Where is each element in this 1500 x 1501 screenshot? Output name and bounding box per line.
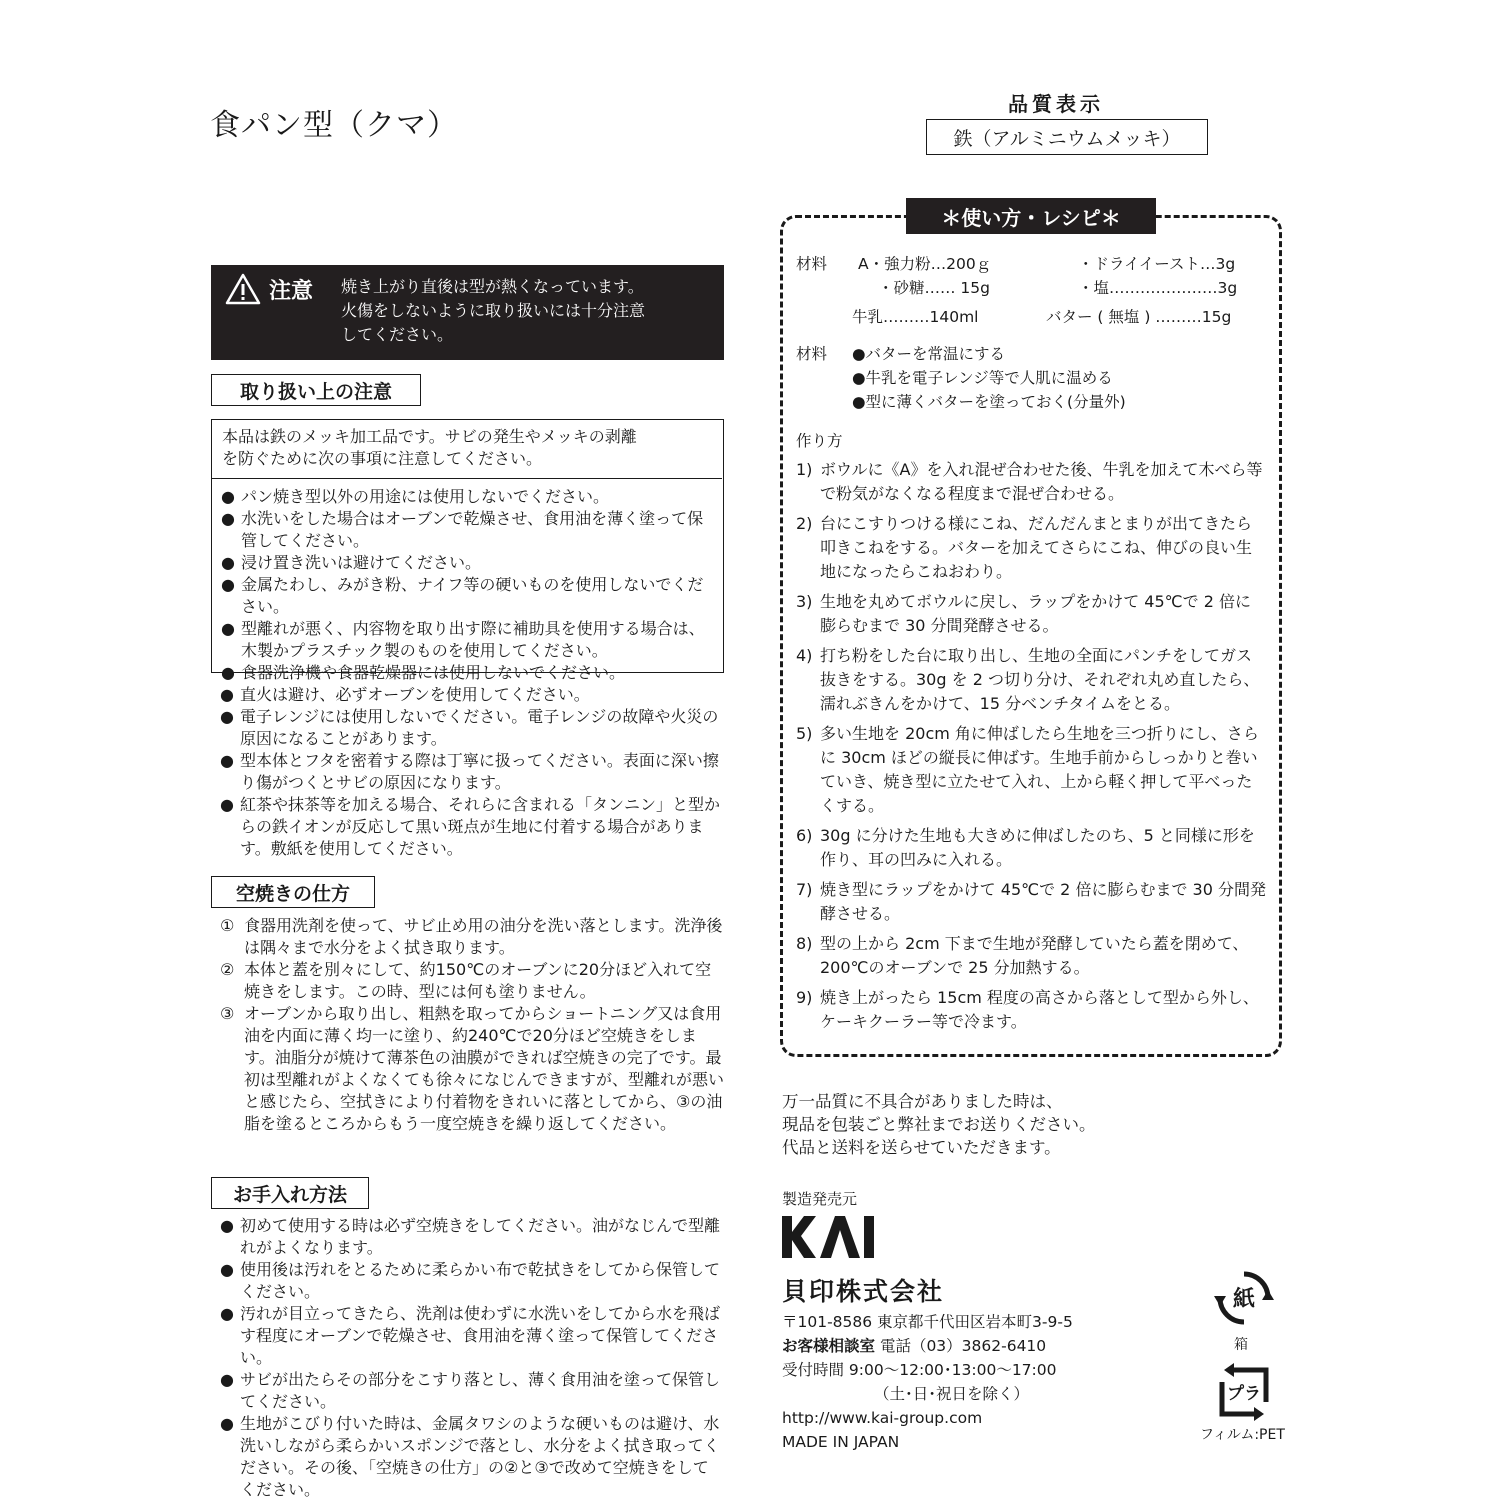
list-item: ● 型本体とフタを密着する際は丁寧に扱ってください。表面に深い擦り傷がつくとサビの原因になります。	[220, 751, 719, 792]
method-label: 作り方	[796, 432, 843, 450]
list-item: 2) 台にこすりつける様にこね、だんだんまとまりが出てきたら叩きこねをする。バターを加えてさらにこね、伸びの良い生地になったらこねおわり。	[796, 514, 1253, 581]
list-item: 3) 生地を丸めてボウルに戻し、ラップをかけて 45℃で 2 倍に膨らむまで 30 分間発酵させる。	[796, 592, 1251, 635]
list-item: ● 型離れが悪く、内容物を取り出す際に補助具を使用する場合は、木製かプラスチック製のものを使用してください。	[221, 619, 705, 660]
caution-text: 焼き上がり直後は型が熱くなっています。 火傷をしないように取り扱いには十分注意 してください。	[341, 277, 646, 344]
list-item: 8) 型の上から 2cm 下まで生地が発酵していたら蓋を閉めて、200℃のオーブンで 25 分加熱する。	[796, 934, 1249, 977]
list-item: 6) 30g に分けた生地も大きめに伸ばしたのち、5 と同様に形を作り、耳の凹みに入れる。	[796, 826, 1255, 869]
seasoning-steps	[220, 915, 724, 1135]
quality-material: 鉄（アルミニウムメッキ）	[926, 119, 1208, 155]
warranty-text: 万一品質に不具合がありました時は、 現品を包装ごと弊社までお送りください。 代品と送料を送らせていただきます。	[782, 1092, 1096, 1157]
list-item: ● 浸け置き洗いは避けてください。	[221, 553, 482, 572]
kai-logo	[782, 1216, 878, 1258]
list-item: ● 直火は避け、必ずオーブンを使用してください。	[220, 685, 590, 704]
recipe-steps	[796, 458, 1266, 1040]
list-item: ● 電子レンジには使用しないでください。電子レンジの故障や火災の原因になることがあります。	[220, 707, 719, 748]
warning-icon	[225, 273, 261, 305]
ingredient-flour: A・強力粉…200ｇ	[858, 255, 992, 273]
list-item: ●バターを常温にする	[852, 345, 1006, 363]
handling-heading: 取り扱い上の注意	[211, 374, 421, 406]
ingredient-butter: バター ( 無塩 ) ………15g	[1046, 308, 1232, 326]
prep-label: 材料	[796, 345, 828, 363]
made-in: MADE IN JAPAN	[782, 1433, 900, 1451]
recipe-title: ＊使い方・レシピ＊	[906, 198, 1156, 234]
care-heading: お手入れ方法	[211, 1177, 369, 1209]
list-item: ● サビが出たらその部分をこすり落とし、薄く食用油を塗って保管してください。	[220, 1370, 721, 1411]
ingredient-sugar: ・砂糖…… 15g	[878, 279, 990, 297]
maker-label: 製造発売元	[782, 1190, 858, 1208]
list-item: 9) 焼き上がったら 15cm 程度の高さから落として型から外し、ケーキクーラー等で冷ます。	[796, 988, 1259, 1031]
list-item: ● 生地がこびり付いた時は、金属タワシのような硬いものは避け、水洗いしながら柔らかいスポンジで落とし、水分をよく拭き取ってください。その後、「空焼きの仕方」の②と③で改めて空焼きをしてください。	[220, 1414, 720, 1499]
list-item: ● 食器洗浄機や食器乾燥器には使用しないでください。	[221, 663, 626, 682]
list-item: ● 使用後は汚れをとるために柔らかい布で乾拭きをしてから保管してください。	[220, 1260, 721, 1301]
list-item: ●型に薄くバターを塗っておく(分量外)	[852, 393, 1126, 411]
list-item: ● 初めて使用する時は必ず空焼きをしてください。油がなじんで型離れがよくなります。	[220, 1216, 721, 1257]
handling-list	[220, 684, 724, 860]
care-list	[220, 1215, 724, 1501]
seasoning-heading: 空焼きの仕方	[211, 876, 375, 908]
company-name: 貝印株式会社	[782, 1277, 945, 1306]
prep-list	[852, 342, 1126, 414]
list-item: ●牛乳を電子レンジ等で人肌に温める	[852, 369, 1113, 387]
list-item: ① 食器用洗剤を使って、サビ止め用の油分を洗い落とします。洗浄後は隅々まで水分をよく拭き取ります。	[220, 916, 723, 957]
caution-label: 注意	[269, 279, 314, 304]
paper-recycle-icon	[1214, 1268, 1274, 1328]
ingredient-milk: 牛乳………140ml	[852, 308, 979, 326]
caution-box	[211, 265, 724, 360]
svg-text:紙: 紙	[1232, 1287, 1256, 1312]
product-title: 食パン型（クマ）	[210, 108, 458, 143]
plastic-label: フィルム:PET	[1200, 1427, 1285, 1443]
list-item: ● 水洗いをした場合はオーブンで乾燥させ、食用油を薄く塗って保管してください。	[221, 509, 704, 550]
company-address: 〒101-8586 東京都千代田区岩本町3-9-5 お客様相談室 電話（03）3862-6410 受付時間 9:00～12:00･13:00～17:00 （土･日･祝日を除く） http://www.kai-group.com MADE IN JAPAN	[782, 1310, 1073, 1454]
ingredient-yeast: ・ドライイースト…3g	[1078, 255, 1236, 273]
list-item: 5) 多い生地を 20cm 角に伸ばしたら生地を三つ折りにし、さらに 30cm ほどの縦長に伸ばす。生地手前からしっかりと巻いていき、焼き型に立たせて入れ、上から軽く押して平べったくする。	[796, 724, 1259, 815]
ingredient-salt: ・塩…………………3g	[1078, 279, 1238, 297]
company-url: http://www.kai-group.com	[782, 1409, 983, 1427]
handling-intro: 本品は鉄のメッキ加工品です。サビの発生やメッキの剥離 を防ぐために次の事項に注意してください。	[222, 427, 637, 468]
list-item: 7) 焼き型にラップをかけて 45℃で 2 倍に膨らむまで 30 分間発酵させる。	[796, 880, 1266, 923]
list-item: ● 汚れが目立ってきたら、洗剤は使わずに水洗いをしてから水を飛ばす程度にオーブンで乾燥させ、食用油を薄く塗って保管してください。	[220, 1304, 721, 1367]
ingredients-label: 材料	[796, 255, 828, 273]
list-item: ② 本体と蓋を別々にして、約150℃のオーブンに20分ほど入れて空焼きをします。この時、型には何も塗りません。	[220, 960, 712, 1001]
list-item: ③ オーブンから取り出し、粗熱を取ってからショートニング又は食用油を内面に薄く均一に塗り、約240℃で20分ほど空焼きをします。油脂分が焼けて薄茶色の油膜ができれば空焼きの完了です。最初は型離れがよくなくても徐々になじんできますが、型離れが悪いと感じたら、空拭きにより付着物をきれいに落としてから、③の油脂を塗るところからもう一度空焼きを繰り返してください。	[220, 1004, 725, 1133]
list-item: ● 金属たわし、みがき粉、ナイフ等の硬いものを使用しないでください。	[221, 575, 704, 616]
list-item: 4) 打ち粉をした台に取り出し、生地の全面にパンチをしてガス抜きをする。30g を 2 つ切り分け、それぞれ丸め直したら、濡れぶきんをかけて、15 分ベンチタイムをとる。	[796, 646, 1260, 713]
list-item: 1) ボウルに《A》を入れ混ぜ合わせた後、牛乳を加えて木べら等で粉気がなくなる程度まで混ぜ合わせる。	[796, 460, 1263, 503]
quality-heading: 品質表示	[1008, 92, 1104, 116]
consult-label: お客様相談室	[782, 1337, 876, 1355]
list-item: ● 紅茶や抹茶等を加える場合、それらに含まれる「タンニン」と型からの鉄イオンが反応して黒い斑点が生地に付着する場合があります。敷紙を使用してください。	[220, 795, 721, 858]
plastic-recycle-icon	[1214, 1362, 1274, 1422]
handling-box	[211, 419, 724, 682]
handling-boxed-list	[221, 486, 717, 684]
paper-label: 箱	[1234, 1337, 1248, 1353]
svg-text:プラ: プラ	[1227, 1384, 1261, 1404]
list-item: ● パン焼き型以外の用途には使用しないでください。	[221, 487, 610, 506]
